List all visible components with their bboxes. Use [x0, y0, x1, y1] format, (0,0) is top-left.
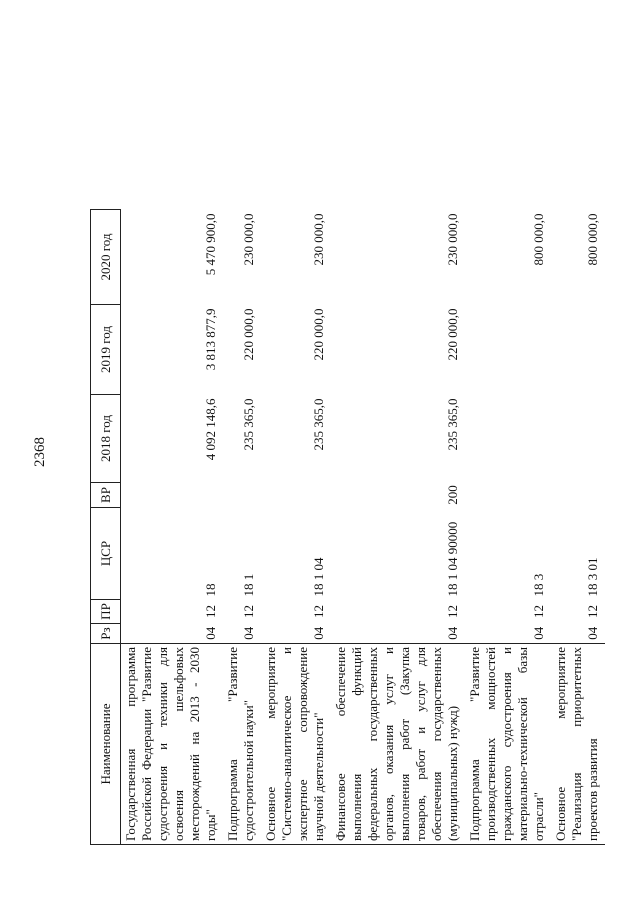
table-header-row [91, 66, 121, 845]
header-2018: 2018 год [91, 395, 121, 483]
row-rz: 04 [445, 626, 460, 640]
row-2020: 800 000,0 [585, 213, 600, 266]
row-name: Основное мероприятие "Реализация приоритетных проектов развития [551, 644, 605, 845]
row-2020: 800 000,0 [531, 213, 546, 266]
row-2018: 235 365,0 [241, 398, 256, 451]
header-vr: ВР [91, 483, 121, 508]
row-vr: 200 [445, 485, 460, 505]
row-2019 [465, 305, 551, 395]
row-pr: 12 [203, 605, 218, 618]
row-rz: 04 [203, 626, 218, 640]
row-2019: 220 000,0 [445, 308, 460, 361]
row-pr: 12 [241, 605, 256, 618]
table-row [465, 66, 551, 845]
row-rz: 04 [311, 626, 326, 640]
row-vr [465, 483, 551, 508]
header-pr: ПР [91, 600, 121, 624]
row-2019: 220 000,0 [311, 308, 326, 361]
budget-table [90, 65, 605, 845]
header-2020: 2020 год [91, 210, 121, 305]
header-rz: Рз [91, 624, 121, 644]
row-csr: 18 3 01 [585, 557, 600, 597]
row-2018 [465, 395, 551, 483]
header-csr: ЦСР [91, 508, 121, 600]
row-vr [121, 483, 224, 508]
table-row [121, 66, 224, 845]
row-2020: 230 000,0 [311, 213, 326, 266]
row-2018: 235 365,0 [445, 398, 460, 451]
row-pr: 12 [585, 605, 600, 618]
row-2018: 235 365,0 [311, 398, 326, 451]
row-name: Основное мероприятие "Системно-аналитическое и экспертное сопровождение научной деятельности" [261, 644, 331, 845]
row-rz: 04 [531, 626, 546, 640]
header-spacer [91, 66, 121, 210]
row-2020: 230 000,0 [241, 213, 256, 266]
table-row [331, 66, 465, 845]
row-csr: 18 3 [531, 573, 546, 597]
row-name: Государственная программа Российской Федерации "Развитие судостроения и техники для освоения шельфовых месторождений на 2013 - 2030 годы" [121, 644, 224, 845]
page-number: 2368 [32, 437, 48, 467]
header-2019: 2019 год [91, 305, 121, 395]
row-rz: 04 [241, 626, 256, 640]
row-name: Финансовое обеспечение выполнения функций федеральных государственных органов, оказания услуг и выполнения работ (Закупка товаров, работ и услуг для обеспечения государственных (муниципальных) нужд) [331, 644, 465, 845]
row-pr: 12 [531, 605, 546, 618]
row-rz: 04 [585, 626, 600, 640]
row-2019: 220 000,0 [241, 308, 256, 361]
row-name: Подпрограмма "Развитие производственных мощностей гражданского судостроения и материально-технической базы отрасли" [465, 644, 551, 845]
row-2019 [551, 305, 605, 395]
budget-table-frame [90, 65, 600, 845]
row-2020: 230 000,0 [445, 213, 460, 266]
row-csr: 18 1 04 [311, 557, 326, 597]
row-2018 [551, 395, 605, 483]
row-csr: 18 [203, 583, 218, 597]
row-vr [261, 483, 331, 508]
table-row [223, 66, 261, 845]
row-csr: 18 1 [241, 573, 256, 597]
header-name: Наименование [91, 644, 121, 845]
row-vr [223, 483, 261, 508]
row-vr [551, 483, 605, 508]
row-csr: 18 1 04 90000 [445, 521, 460, 597]
row-pr: 12 [445, 605, 460, 618]
row-2019: 3 813 877,9 [203, 308, 218, 371]
row-pr: 12 [311, 605, 326, 618]
table-row [551, 66, 605, 845]
row-2018: 4 092 148,6 [203, 398, 218, 461]
row-2020: 5 470 900,0 [203, 213, 218, 276]
row-name: Подпрограмма "Развитие судостроительной науки" [223, 644, 261, 845]
table-row [261, 66, 331, 845]
